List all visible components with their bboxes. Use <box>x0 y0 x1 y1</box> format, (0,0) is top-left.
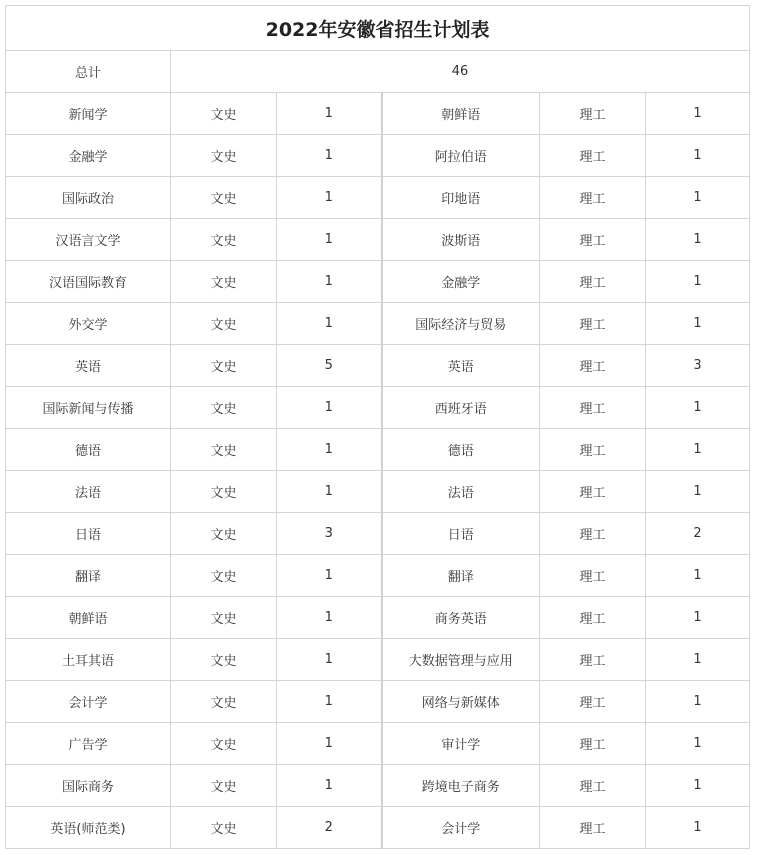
left-quota-cell: 1 <box>277 723 382 765</box>
right-category-cell: 理工 <box>540 93 646 135</box>
right-category-cell: 理工 <box>540 303 646 345</box>
left-major-cell: 金融学 <box>6 135 171 177</box>
right-category-cell: 理工 <box>540 471 646 513</box>
right-major-cell: 会计学 <box>382 807 540 849</box>
table-row <box>6 387 750 429</box>
right-category-cell: 理工 <box>540 765 646 807</box>
right-major-cell: 法语 <box>382 471 540 513</box>
enrollment-plan-table <box>5 5 750 849</box>
right-category-cell: 理工 <box>540 219 646 261</box>
left-quota-cell: 1 <box>277 597 382 639</box>
right-quota-cell: 1 <box>646 807 750 849</box>
title-row <box>6 6 750 51</box>
table-row <box>6 345 750 387</box>
right-major-cell: 英语 <box>382 345 540 387</box>
right-major-cell: 波斯语 <box>382 219 540 261</box>
right-major-cell: 西班牙语 <box>382 387 540 429</box>
left-major-cell: 德语 <box>6 429 171 471</box>
left-quota-cell: 3 <box>277 513 382 555</box>
left-category-cell: 文史 <box>171 681 277 723</box>
right-quota-cell: 1 <box>646 303 750 345</box>
left-quota-cell: 1 <box>277 135 382 177</box>
table-row <box>6 303 750 345</box>
left-category-cell: 文史 <box>171 765 277 807</box>
left-major-cell: 法语 <box>6 471 171 513</box>
table-row <box>6 219 750 261</box>
left-major-cell: 汉语国际教育 <box>6 261 171 303</box>
left-quota-cell: 1 <box>277 177 382 219</box>
right-quota-cell: 2 <box>646 513 750 555</box>
right-category-cell: 理工 <box>540 387 646 429</box>
right-major-cell: 跨境电子商务 <box>382 765 540 807</box>
right-category-cell: 理工 <box>540 807 646 849</box>
right-quota-cell: 1 <box>646 639 750 681</box>
left-category-cell: 文史 <box>171 597 277 639</box>
table-row <box>6 261 750 303</box>
right-major-cell: 翻译 <box>382 555 540 597</box>
left-major-cell: 土耳其语 <box>6 639 171 681</box>
right-quota-cell: 1 <box>646 429 750 471</box>
right-quota-cell: 1 <box>646 219 750 261</box>
left-category-cell: 文史 <box>171 219 277 261</box>
table-row <box>6 555 750 597</box>
right-quota-cell: 1 <box>646 597 750 639</box>
table-row <box>6 513 750 555</box>
total-label: 总计 <box>6 51 171 93</box>
table-row <box>6 429 750 471</box>
right-major-cell: 网络与新媒体 <box>382 681 540 723</box>
left-quota-cell: 1 <box>277 429 382 471</box>
left-category-cell: 文史 <box>171 135 277 177</box>
right-category-cell: 理工 <box>540 429 646 471</box>
left-category-cell: 文史 <box>171 723 277 765</box>
right-category-cell: 理工 <box>540 555 646 597</box>
left-quota-cell: 1 <box>277 93 382 135</box>
left-category-cell: 文史 <box>171 639 277 681</box>
right-category-cell: 理工 <box>540 345 646 387</box>
left-category-cell: 文史 <box>171 429 277 471</box>
left-major-cell: 外交学 <box>6 303 171 345</box>
table-row <box>6 177 750 219</box>
table-row <box>6 807 750 849</box>
right-major-cell: 德语 <box>382 429 540 471</box>
left-category-cell: 文史 <box>171 303 277 345</box>
left-major-cell: 国际新闻与传播 <box>6 387 171 429</box>
right-category-cell: 理工 <box>540 681 646 723</box>
right-major-cell: 阿拉伯语 <box>382 135 540 177</box>
right-category-cell: 理工 <box>540 597 646 639</box>
left-quota-cell: 1 <box>277 681 382 723</box>
right-major-cell: 日语 <box>382 513 540 555</box>
left-major-cell: 国际政治 <box>6 177 171 219</box>
left-major-cell: 汉语言文学 <box>6 219 171 261</box>
left-category-cell: 文史 <box>171 807 277 849</box>
right-major-cell: 大数据管理与应用 <box>382 639 540 681</box>
table-row <box>6 681 750 723</box>
left-quota-cell: 2 <box>277 807 382 849</box>
right-major-cell: 商务英语 <box>382 597 540 639</box>
right-quota-cell: 1 <box>646 135 750 177</box>
table-row <box>6 639 750 681</box>
right-quota-cell: 3 <box>646 345 750 387</box>
right-major-cell: 朝鲜语 <box>382 93 540 135</box>
left-quota-cell: 1 <box>277 219 382 261</box>
left-major-cell: 广告学 <box>6 723 171 765</box>
left-category-cell: 文史 <box>171 555 277 597</box>
right-quota-cell: 1 <box>646 471 750 513</box>
right-quota-cell: 1 <box>646 261 750 303</box>
right-category-cell: 理工 <box>540 177 646 219</box>
right-major-cell: 国际经济与贸易 <box>382 303 540 345</box>
left-category-cell: 文史 <box>171 261 277 303</box>
table-row <box>6 723 750 765</box>
left-major-cell: 日语 <box>6 513 171 555</box>
left-category-cell: 文史 <box>171 387 277 429</box>
right-quota-cell: 1 <box>646 387 750 429</box>
left-major-cell: 英语(师范类) <box>6 807 171 849</box>
table-title: 2022年安徽省招生计划表 <box>6 6 750 51</box>
total-value: 46 <box>171 51 750 93</box>
left-category-cell: 文史 <box>171 471 277 513</box>
left-major-cell: 新闻学 <box>6 93 171 135</box>
left-major-cell: 会计学 <box>6 681 171 723</box>
left-quota-cell: 1 <box>277 765 382 807</box>
left-category-cell: 文史 <box>171 93 277 135</box>
left-quota-cell: 1 <box>277 639 382 681</box>
right-major-cell: 金融学 <box>382 261 540 303</box>
right-category-cell: 理工 <box>540 135 646 177</box>
left-quota-cell: 1 <box>277 471 382 513</box>
right-quota-cell: 1 <box>646 177 750 219</box>
right-quota-cell: 1 <box>646 555 750 597</box>
table-row <box>6 765 750 807</box>
table-row <box>6 597 750 639</box>
left-quota-cell: 1 <box>277 387 382 429</box>
right-major-cell: 印地语 <box>382 177 540 219</box>
table-body <box>6 6 750 849</box>
left-quota-cell: 1 <box>277 303 382 345</box>
right-major-cell: 审计学 <box>382 723 540 765</box>
left-category-cell: 文史 <box>171 513 277 555</box>
right-quota-cell: 1 <box>646 93 750 135</box>
left-major-cell: 翻译 <box>6 555 171 597</box>
right-category-cell: 理工 <box>540 513 646 555</box>
table-row <box>6 93 750 135</box>
left-category-cell: 文史 <box>171 177 277 219</box>
left-major-cell: 英语 <box>6 345 171 387</box>
table-row <box>6 135 750 177</box>
left-quota-cell: 1 <box>277 555 382 597</box>
total-row <box>6 51 750 93</box>
right-quota-cell: 1 <box>646 765 750 807</box>
right-category-cell: 理工 <box>540 639 646 681</box>
left-category-cell: 文史 <box>171 345 277 387</box>
right-quota-cell: 1 <box>646 723 750 765</box>
left-quota-cell: 5 <box>277 345 382 387</box>
table-row <box>6 471 750 513</box>
left-major-cell: 国际商务 <box>6 765 171 807</box>
right-category-cell: 理工 <box>540 723 646 765</box>
left-quota-cell: 1 <box>277 261 382 303</box>
left-major-cell: 朝鲜语 <box>6 597 171 639</box>
right-category-cell: 理工 <box>540 261 646 303</box>
right-quota-cell: 1 <box>646 681 750 723</box>
